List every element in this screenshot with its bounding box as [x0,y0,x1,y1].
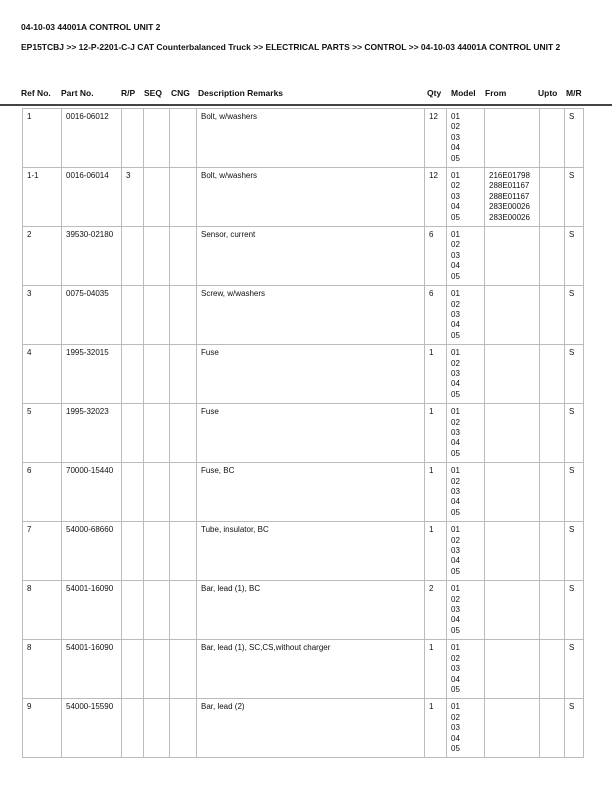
model-line: 01 [451,643,460,653]
header-part: Part No. [61,88,94,98]
part-no: 54001-16090 [62,640,122,699]
ref-no: 1 [23,109,62,168]
model-line: 03 [451,546,460,556]
table-row [23,109,584,168]
qty: 1 [425,699,447,758]
ref-no: 7 [23,522,62,581]
header-desc: Description Remarks [198,88,284,98]
model-line: 04 [451,261,460,271]
header-from: From [485,88,507,98]
header-upto: Upto [538,88,558,98]
mr: S [565,640,584,699]
header-seq: SEQ [144,88,162,98]
ref-no: 5 [23,404,62,463]
ref-no: 6 [23,463,62,522]
model-line: 03 [451,605,460,615]
rp: 3 [122,168,144,227]
header-cng: CNG [171,88,190,98]
upto [540,168,565,227]
ref-no: 2 [23,227,62,286]
model-line: 05 [451,389,460,399]
table-row [23,463,584,522]
model-line: 03 [451,368,460,378]
from [485,640,540,699]
qty: 6 [425,227,447,286]
header-qty: Qty [427,88,442,98]
model-line: 02 [451,240,460,250]
seq [144,109,170,168]
model-line: 05 [451,507,460,517]
part-no: 54001-16090 [62,581,122,640]
seq [144,345,170,404]
description: Fuse, BC [197,463,425,522]
description: Screw, w/washers [197,286,425,345]
model [447,109,485,168]
upto [540,463,565,522]
cng [170,404,197,463]
model-line: 01 [451,112,460,121]
model-line: 02 [451,181,460,191]
description: Fuse [197,345,425,404]
table-row [23,404,584,463]
model-line: 02 [451,358,460,368]
page-title: 04-10-03 44001A CONTROL UNIT 2 [21,22,161,32]
table-row [23,522,584,581]
description: Fuse [197,404,425,463]
model-line: 01 [451,348,460,358]
qty: 1 [425,345,447,404]
upto [540,404,565,463]
qty: 1 [425,463,447,522]
seq [144,522,170,581]
model-line: 02 [451,299,460,309]
description: Bar, lead (2) [197,699,425,758]
model-line: 05 [451,448,460,458]
qty: 6 [425,286,447,345]
from-line: 288E01167 [489,191,530,201]
upto [540,109,565,168]
mr: S [565,286,584,345]
seq [144,463,170,522]
mr: S [565,463,584,522]
mr: S [565,581,584,640]
qty: 12 [425,109,447,168]
model-line: 04 [451,320,460,330]
model-line: 04 [451,615,460,625]
from [485,581,540,640]
model-line: 03 [451,250,460,260]
model-line: 03 [451,132,460,142]
model-line: 01 [451,584,460,594]
from [485,286,540,345]
ref-no: 1-1 [23,168,62,227]
part-no: 0016-06014 [62,168,122,227]
part-no: 1995-32023 [62,404,122,463]
part-no: 1995-32015 [62,345,122,404]
from [485,404,540,463]
model-line: 02 [451,535,460,545]
model-line: 04 [451,379,460,389]
table-row [23,581,584,640]
model-line: 04 [451,733,460,743]
header-model: Model [451,88,476,98]
header-rp: R/P [121,88,136,98]
model-line: 01 [451,407,460,417]
description: Tube, insulator, BC [197,522,425,581]
mr: S [565,404,584,463]
from-line: 283E00026 [489,212,530,222]
table-row [23,168,584,227]
upto [540,227,565,286]
model-line: 04 [451,674,460,684]
ref-no: 3 [23,286,62,345]
model-line: 05 [451,153,460,163]
qty: 12 [425,168,447,227]
mr: S [565,699,584,758]
rp [122,109,144,168]
rp [122,404,144,463]
qty: 1 [425,640,447,699]
cng [170,581,197,640]
upto [540,286,565,345]
seq [144,404,170,463]
model-line: 05 [451,212,460,222]
qty: 1 [425,404,447,463]
rp [122,522,144,581]
part-no: 54000-15590 [62,699,122,758]
cng [170,109,197,168]
model [447,581,485,640]
header-ref: Ref No. [21,88,51,98]
mr: S [565,109,584,168]
cng [170,286,197,345]
model-line: 01 [451,171,460,181]
seq [144,168,170,227]
model-line: 05 [451,271,460,281]
cng [170,227,197,286]
from [485,522,540,581]
mr: S [565,522,584,581]
part-no: 70000-15440 [62,463,122,522]
from [485,345,540,404]
model-line: 02 [451,417,460,427]
model-line: 01 [451,230,460,240]
table-row [23,640,584,699]
model-line: 03 [451,723,460,733]
rp [122,463,144,522]
model-line: 03 [451,427,460,437]
from [485,463,540,522]
part-no: 54000-68660 [62,522,122,581]
table-row [23,345,584,404]
part-no: 0075-04035 [62,286,122,345]
ref-no: 9 [23,699,62,758]
mr: S [565,227,584,286]
cng [170,699,197,758]
upto [540,581,565,640]
ref-no: 4 [23,345,62,404]
rp [122,345,144,404]
breadcrumb: EP15TCBJ >> 12-P-2201-C-J CAT Counterbalanced Truck >> ELECTRICAL PARTS >> CONTROL >> 04-10-03 44001A CONTROL UNIT 2 [21,42,561,52]
table-header [0,88,612,100]
model-line: 03 [451,191,460,201]
cng [170,463,197,522]
model-line: 01 [451,289,460,299]
table-row [23,699,584,758]
qty: 2 [425,581,447,640]
header-divider [0,104,612,106]
model [447,699,485,758]
model-line: 05 [451,566,460,576]
from [485,109,540,168]
ref-no: 8 [23,581,62,640]
seq [144,227,170,286]
seq [144,581,170,640]
from-line: 288E01167 [489,181,530,191]
model-line: 02 [451,122,460,132]
model-line: 04 [451,143,460,153]
model-line: 02 [451,594,460,604]
model-line: 04 [451,497,460,507]
model-line: 02 [451,476,460,486]
model-line: 01 [451,466,460,476]
from [485,227,540,286]
mr: S [565,168,584,227]
description: Bolt, w/washers [197,168,425,227]
qty: 1 [425,522,447,581]
cng [170,640,197,699]
cng [170,345,197,404]
table-row [23,227,584,286]
parts-table [22,108,584,758]
model [447,227,485,286]
model-line: 01 [451,525,460,535]
model-line: 05 [451,684,460,694]
from-line: 216E01798 [489,171,530,181]
description: Sensor, current [197,227,425,286]
description: Bar, lead (1), BC [197,581,425,640]
seq [144,640,170,699]
model-line: 03 [451,664,460,674]
model [447,640,485,699]
model-line: 02 [451,712,460,722]
model-line: 05 [451,625,460,635]
model [447,286,485,345]
model [447,345,485,404]
rp [122,286,144,345]
model-line: 05 [451,743,460,753]
model [447,522,485,581]
rp [122,227,144,286]
upto [540,699,565,758]
upto [540,345,565,404]
from [485,699,540,758]
model [447,168,485,227]
header-mr: M/R [566,88,582,98]
model-line: 02 [451,653,460,663]
model-line: 01 [451,702,460,712]
cng [170,168,197,227]
rp [122,640,144,699]
description: Bar, lead (1), SC,CS,without charger [197,640,425,699]
table-row [23,286,584,345]
model-line: 05 [451,330,460,340]
model-line: 03 [451,487,460,496]
seq [144,286,170,345]
ref-no: 8 [23,640,62,699]
model [447,463,485,522]
seq [144,699,170,758]
rp [122,581,144,640]
upto [540,522,565,581]
model-line: 03 [451,309,460,319]
model-line: 04 [451,202,460,212]
model-line: 04 [451,438,460,448]
model [447,404,485,463]
upto [540,640,565,699]
description: Bolt, w/washers [197,109,425,168]
rp [122,699,144,758]
model-line: 04 [451,556,460,566]
mr: S [565,345,584,404]
cng [170,522,197,581]
from [485,168,540,227]
part-no: 0016-06012 [62,109,122,168]
from-line: 283E00026 [489,202,530,212]
part-no: 39530-02180 [62,227,122,286]
